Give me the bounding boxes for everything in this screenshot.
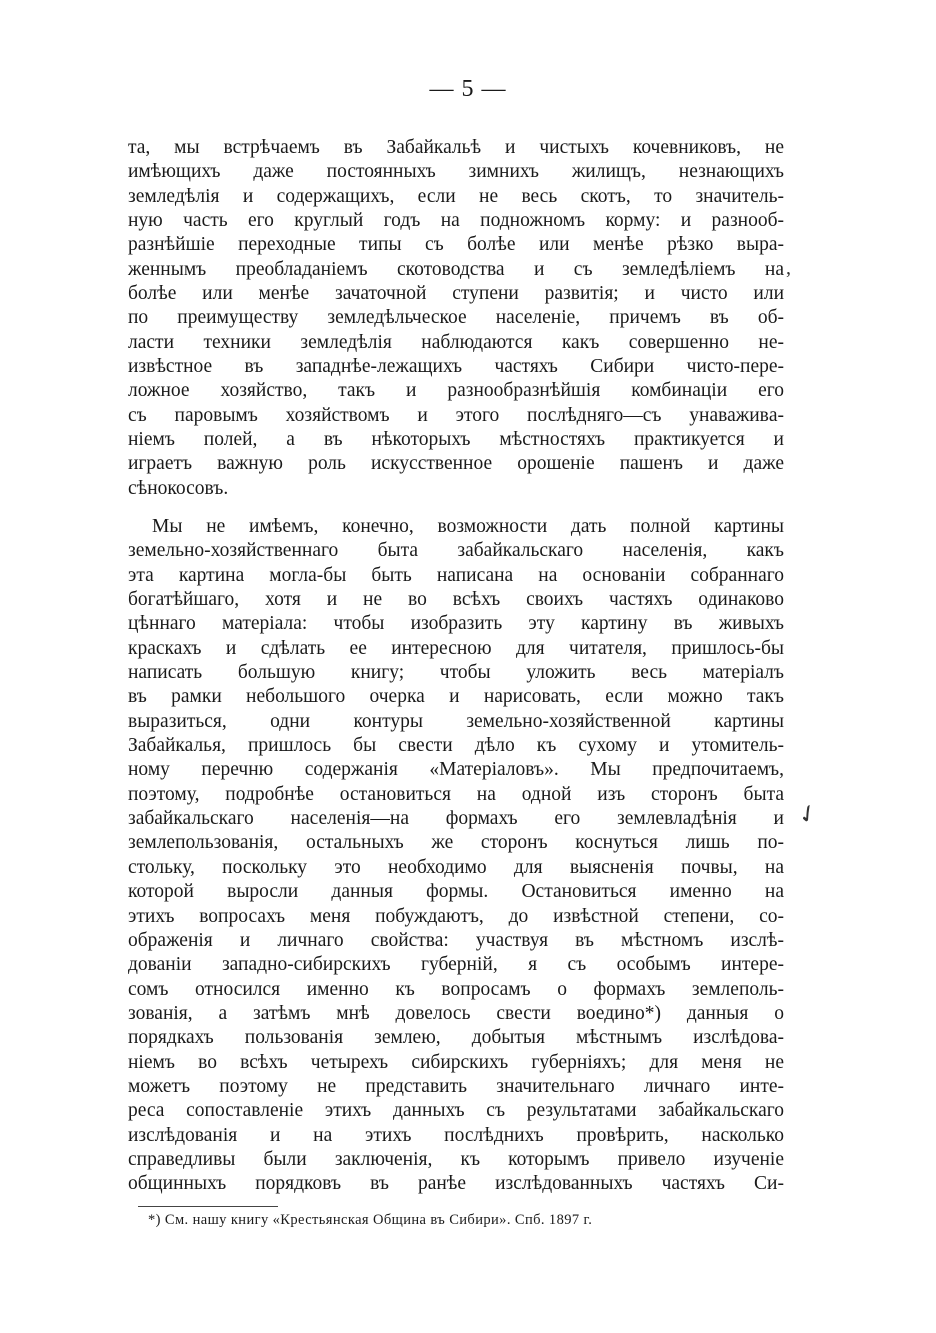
text-line: краскахъ и сдѣлать ее интересною для читателя, пришлось-бы <box>128 637 784 659</box>
text-line: ніемъ во всѣхъ четырехъ сибирскихъ губерніяхъ; для меня не <box>128 1051 784 1073</box>
text-line: имѣющихъ даже постоянныхъ зимнихъ жилищъ, незнающихъ <box>128 161 784 183</box>
margin-mark-comma: , <box>786 257 791 279</box>
text-line: ложное хозяйство, такъ и разнообразнѣйшія комбинаціи его <box>128 380 784 402</box>
paragraph-2 <box>128 515 784 1197</box>
text-line: написать большую книгу; чтобы уложить весь матеріалъ <box>128 662 784 684</box>
text-line: забайкальскаго населенія—на формахъ его землевладѣнія и <box>128 808 784 830</box>
text-line: въ рамки небольшого очерка и нарисовать, если можно такъ <box>128 686 784 708</box>
text-line: реса сопоставленіе этихъ данныхъ съ результатами забайкальскаго <box>128 1100 784 1122</box>
text-line: съ паровымъ хозяйствомъ и этого послѣдняго—съ унаваживa- <box>128 404 784 426</box>
text-line: поэтому, подробнѣе остановиться на одной изъ сторонъ быта <box>128 783 784 805</box>
text-line: по преимуществу земледѣльческое населеніе, причемъ въ об- <box>128 307 784 329</box>
text-line: выразиться, одни контуры земельно-хозяйственной картины <box>128 710 784 732</box>
text-line: которой выросли данныя формы. Остановиться именно на <box>128 881 784 903</box>
text-line: порядкахъ пользованія землею, добытыя мѣстнымъ изслѣдова- <box>128 1027 784 1049</box>
paragraph-1 <box>128 136 784 501</box>
text-line: богатѣйшаго, хотя и не во всѣхъ своихъ частяхъ одинаково <box>128 589 784 611</box>
text-line: женнымъ преобладаніемъ скотоводства и съ земледѣліемъ на <box>128 258 784 280</box>
text-line: извѣстное въ западнѣе-лежащихъ частяхъ Сибири чисто-пере- <box>128 356 784 378</box>
text-line: сомъ относился именно къ вопросамъ о формахъ землеполь- <box>128 978 784 1000</box>
text-line: общинныхъ порядковъ въ ранѣе изслѣдованныхъ частяхъ Си- <box>128 1173 784 1195</box>
text-line: ласти техники земледѣлія наблюдаются какъ совершенно не- <box>128 331 784 353</box>
text-line: сѣнокосовъ. <box>128 477 229 499</box>
text-line: эта картина могла-бы быть написана на основаніи собраннаго <box>128 564 784 586</box>
text-line: ному перечню содержанія «Матеріаловъ». Мы предпочитаемъ, <box>128 759 784 781</box>
margin-mark-tick: ✓ <box>793 798 824 832</box>
text-line: можетъ поэтому не представить значительнаго личнаго инте- <box>128 1075 784 1097</box>
text-line: изслѣдованія и на этихъ послѣднихъ провѣрить, насколько <box>128 1124 784 1146</box>
text-line: та, мы встрѣчаемъ въ Забайкальѣ и чистыхъ кочевниковъ, не <box>128 137 784 158</box>
text-line: зованія, а затѣмъ мнѣ довелось свести воедино*) данныя о <box>128 1002 784 1024</box>
text-line: Забайкалья, пришлось бы свести дѣло къ сухому и утомитель- <box>128 735 784 757</box>
text-line: этихъ вопросахъ меня побуждаютъ, до извѣстной степени, со- <box>128 905 784 927</box>
text-line: земледѣлія и содержащихъ, если не весь скотъ, то значитель- <box>128 185 784 207</box>
text-line: болѣе или менѣе зачаточной ступени развитія; и чисто или <box>128 283 784 305</box>
text-line: стольку, поскольку это необходимо для выясненія почвы, на <box>128 856 784 878</box>
text-line: дованіи западно-сибирскихъ губерній, я съ особымъ интере- <box>128 954 784 976</box>
text-line: справедливы были заключенія, къ которымъ привело изученіе <box>128 1148 784 1170</box>
text-line: ображенія и личнаго свойства: участвуя въ мѣстномъ изслѣ- <box>128 929 784 951</box>
text-line: ную часть его круглый годъ на подножномъ корму: и разнооб- <box>128 210 784 232</box>
footnote-divider <box>138 1206 278 1207</box>
text-line: земельно-хозяйственнаго быта забайкальскаго населенія, какъ <box>128 540 784 562</box>
page-number: — 5 — <box>429 76 507 102</box>
text-line: землепользованія, остальныхъ же сторонъ коснуться лишь по- <box>128 832 784 854</box>
text-line: ніемъ полей, а въ нѣкоторыхъ мѣстностяхъ практикуется и <box>128 429 784 451</box>
text-line: Мы не имѣемъ, конечно, возможности дать полной картины <box>152 516 784 537</box>
footnote: *) См. нашу книгу «Крестьянская Община въ Сибири». Спб. 1897 г. <box>148 1212 593 1228</box>
text-line: цѣннаго матеріала: чтобы изобразить эту картину въ живыхъ <box>128 613 784 635</box>
text-line: играетъ важную роль искусственное орошеніе пашенъ и даже <box>128 453 784 475</box>
text-line: разнѣйшіе переходные типы съ болѣе или менѣе рѣзко выра- <box>128 234 784 256</box>
